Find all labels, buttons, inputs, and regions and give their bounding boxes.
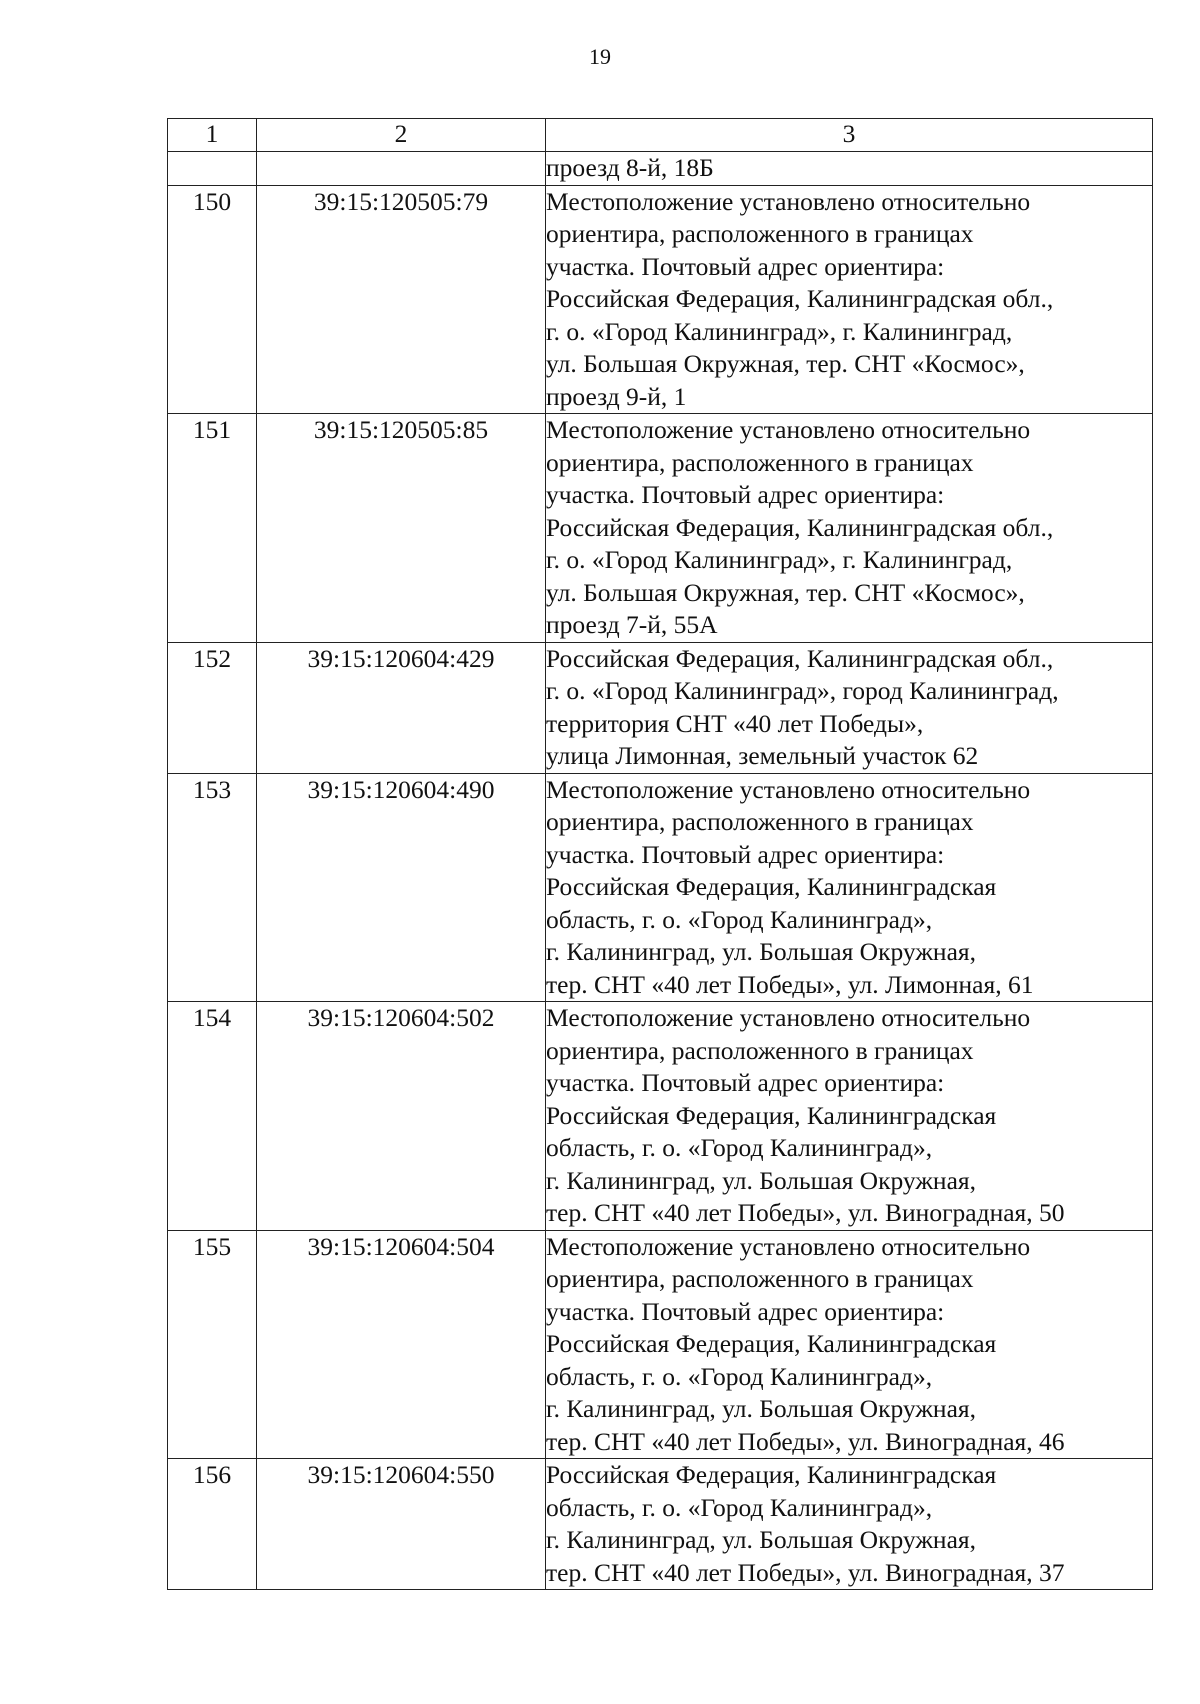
address-line: г. Калининград, ул. Большая Окружная,	[546, 1394, 977, 1423]
row-number: 153	[168, 773, 257, 1002]
address-line: Российская Федерация, Калининградская	[546, 872, 997, 901]
address-line: Местоположение установлено относительно	[546, 774, 1031, 804]
cadastral-number: 39:15:120604:490	[257, 773, 546, 1002]
address-line: ориентира, расположенного в границах	[546, 807, 974, 836]
location-description	[546, 773, 1153, 1002]
row-number: 151	[168, 414, 257, 643]
address-line: ориентира, расположенного в границах	[546, 447, 974, 477]
column-header-cadastral: 2	[257, 119, 546, 152]
location-description	[546, 1230, 1153, 1459]
cadastral-number: 39:15:120604:550	[257, 1459, 546, 1590]
table-row	[168, 773, 1153, 1002]
address-line: Местоположение установлено относительно	[546, 1231, 1031, 1261]
address-line: область, г. о. «Город Калининград»,	[546, 1492, 933, 1522]
cadastral-number: 39:15:120604:504	[257, 1230, 546, 1459]
cadastral-number	[257, 152, 546, 186]
row-number: 150	[168, 185, 257, 414]
column-header-address: 3	[546, 119, 1153, 152]
cadastral-number: 39:15:120604:502	[257, 1002, 546, 1231]
address-line: г. Калининград, ул. Большая Окружная,	[546, 937, 977, 966]
table-row	[168, 185, 1153, 414]
location-description	[546, 185, 1153, 414]
table-body	[168, 152, 1153, 1590]
address-line: область, г. о. «Город Калининград»,	[546, 904, 933, 934]
address-line: Местоположение установлено относительно	[546, 415, 1031, 444]
address-line: г. о. «Город Калининград», город Калининград,	[546, 676, 1059, 705]
row-number: 156	[168, 1459, 257, 1590]
address-line: Российская Федерация, Калининградская	[546, 1100, 997, 1130]
address-line: г. Калининград, ул. Большая Окружная,	[546, 1165, 977, 1195]
table-row	[168, 414, 1153, 643]
row-number	[168, 152, 257, 186]
address-line: ориентира, расположенного в границах	[546, 219, 974, 248]
row-number: 154	[168, 1002, 257, 1231]
cadastral-number: 39:15:120505:79	[257, 185, 546, 414]
address-line: проезд 7-й, 55А	[546, 610, 718, 639]
address-line: Российская Федерация, Калининградская	[546, 1460, 997, 1489]
address-line: участка. Почтовый адрес ориентира:	[546, 1068, 945, 1097]
location-description	[546, 642, 1153, 773]
address-line: Российская Федерация, Калининградская обл.,	[546, 284, 1054, 313]
address-line: г. о. «Город Калининград», г. Калининград,	[546, 316, 1013, 346]
address-line: тер. СНТ «40 лет Победы», ул. Лимонная, 61	[546, 969, 1034, 999]
address-line: Местоположение установлено относительно	[546, 186, 1031, 216]
land-plot-table	[167, 118, 1153, 1590]
address-line: участка. Почтовый адрес ориентира:	[546, 251, 945, 281]
address-line: ул. Большая Окружная, тер. СНТ «Космос»,	[546, 577, 1025, 607]
address-line: Местоположение установлено относительно	[546, 1003, 1031, 1032]
address-line: ул. Большая Окружная, тер. СНТ «Космос»,	[546, 349, 1025, 378]
table-header-row	[168, 119, 1153, 152]
address-line: Российская Федерация, Калининградская обл.,	[546, 643, 1054, 673]
cadastral-number: 39:15:120505:85	[257, 414, 546, 643]
row-number: 152	[168, 642, 257, 773]
address-line: ориентира, расположенного в границах	[546, 1035, 974, 1065]
address-line: участка. Почтовый адрес ориентира:	[546, 1296, 945, 1326]
address-line: г. Калининград, ул. Большая Окружная,	[546, 1525, 977, 1554]
location-description	[546, 152, 1153, 186]
address-line: Российская Федерация, Калининградская обл.,	[546, 512, 1054, 542]
table-row	[168, 1002, 1153, 1231]
table-row	[168, 642, 1153, 773]
table-row	[168, 152, 1153, 186]
table-row	[168, 1459, 1153, 1590]
address-line: участка. Почтовый адрес ориентира:	[546, 480, 945, 509]
address-line: Российская Федерация, Калининградская	[546, 1329, 997, 1358]
location-description	[546, 414, 1153, 643]
address-line: тер. СНТ «40 лет Победы», ул. Виноградная, 37	[546, 1557, 1065, 1587]
cadastral-number: 39:15:120604:429	[257, 642, 546, 773]
address-line: область, г. о. «Город Калининград»,	[546, 1133, 933, 1162]
address-line: улица Лимонная, земельный участок 62	[546, 741, 979, 770]
address-line: проезд 8-й, 18Б	[546, 153, 714, 182]
address-line: участка. Почтовый адрес ориентира:	[546, 839, 945, 869]
address-line: проезд 9-й, 1	[546, 381, 687, 411]
address-line: тер. СНТ «40 лет Победы», ул. Виноградная, 50	[546, 1198, 1065, 1227]
address-line: тер. СНТ «40 лет Победы», ул. Виноградная, 46	[546, 1426, 1065, 1456]
location-description	[546, 1002, 1153, 1231]
address-line: территория СНТ «40 лет Победы»,	[546, 708, 924, 738]
row-number: 155	[168, 1230, 257, 1459]
column-header-number: 1	[168, 119, 257, 152]
address-line: область, г. о. «Город Калининград»,	[546, 1361, 933, 1391]
location-description	[546, 1459, 1153, 1590]
address-line: г. о. «Город Калининград», г. Калининград,	[546, 545, 1013, 574]
page-number: 19	[589, 44, 611, 69]
address-line: ориентира, расположенного в границах	[546, 1264, 974, 1293]
table-row	[168, 1230, 1153, 1459]
